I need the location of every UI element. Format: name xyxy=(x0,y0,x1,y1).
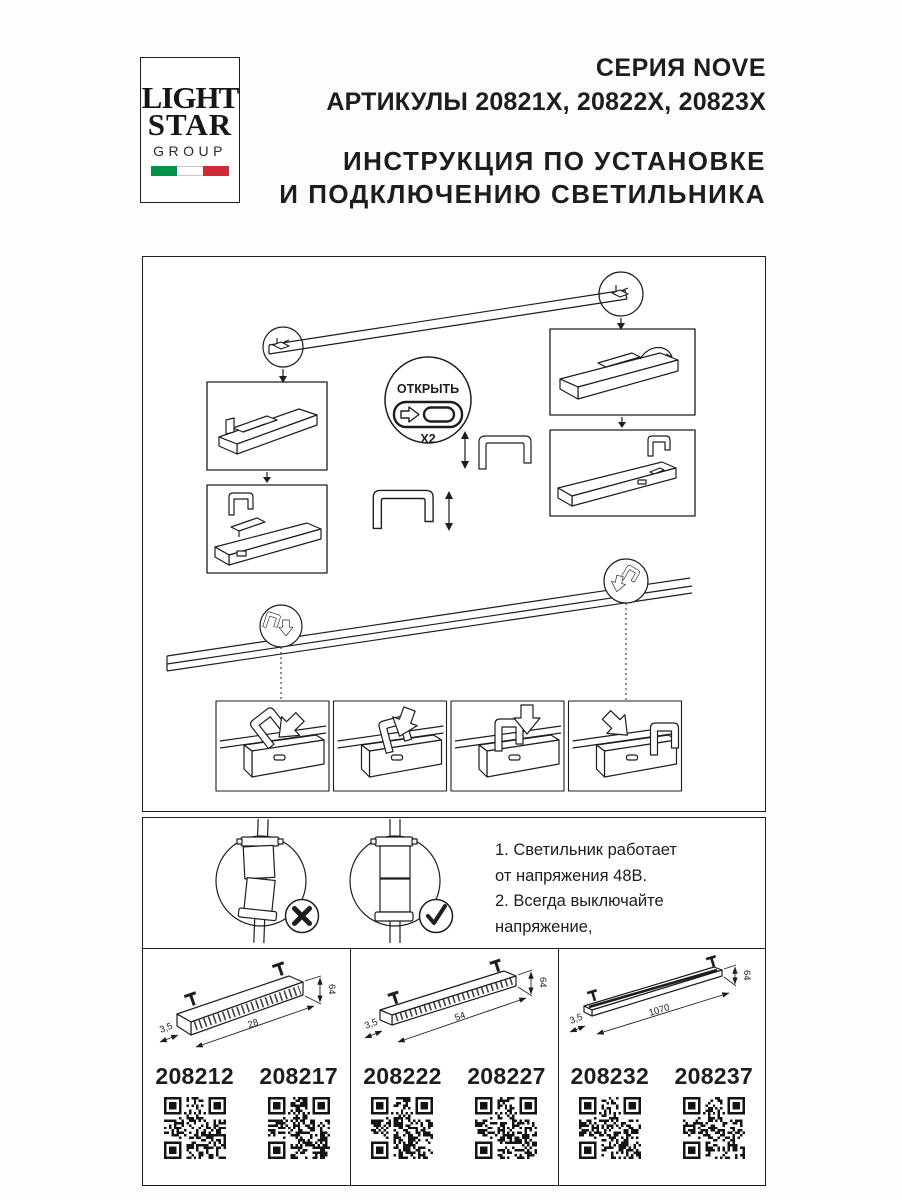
articles-row xyxy=(143,1063,350,1164)
articles-row xyxy=(559,1063,765,1164)
alignment-diagrams xyxy=(143,818,483,947)
detail-box-left-1 xyxy=(207,382,327,470)
article-item xyxy=(670,1063,758,1164)
article-item xyxy=(462,1063,550,1164)
flag-red xyxy=(203,166,229,176)
qr-code xyxy=(579,1097,641,1159)
italian-flag xyxy=(151,166,229,176)
qr-code xyxy=(268,1097,330,1159)
dim-length: 28 xyxy=(246,1016,260,1031)
step-box-4 xyxy=(569,701,682,791)
logo-word-group: GROUP xyxy=(153,143,227,160)
dim-depth: 3,5 xyxy=(363,1016,380,1032)
product-drawing-1070 xyxy=(564,954,760,1062)
header-titles xyxy=(279,54,766,210)
articles-line: АРТИКУЛЫ 20821X, 20822X, 20823X xyxy=(326,88,766,116)
alignment-wrong xyxy=(216,819,319,943)
dim-length: 54 xyxy=(453,1009,468,1024)
product-drawing-28 xyxy=(149,954,345,1062)
qr-code xyxy=(164,1097,226,1159)
article-item xyxy=(151,1063,239,1164)
dim-depth: 3,5 xyxy=(157,1020,175,1036)
latch-oval-icon xyxy=(424,408,454,422)
clip-profile-b xyxy=(373,490,453,531)
qr-code xyxy=(371,1097,433,1159)
note-line-1: 1. Светильник работает xyxy=(495,841,677,859)
rail-circle-right xyxy=(604,559,648,603)
installation-diagram-frame xyxy=(142,256,766,812)
logo-word-light: LIGHT xyxy=(141,79,239,115)
arrow-left-down xyxy=(279,369,287,383)
detail-box-left-2 xyxy=(207,485,327,573)
check-icon xyxy=(420,900,453,933)
step-box-2 xyxy=(334,701,447,791)
product-panel-1 xyxy=(143,949,350,1185)
dim-height: 64 xyxy=(537,977,549,988)
notes-frame xyxy=(142,817,766,949)
rail-circle-left xyxy=(260,605,302,647)
mount-clip-icon xyxy=(272,961,288,977)
cross-icon xyxy=(286,900,319,933)
product-drawing-54 xyxy=(356,954,552,1062)
open-badge xyxy=(385,357,471,446)
note-line-2: от напряжения 48В. xyxy=(495,866,648,885)
article-number: 208232 xyxy=(570,1063,650,1089)
flag-green xyxy=(151,166,177,176)
alignment-right xyxy=(350,819,453,943)
product-panels xyxy=(142,948,766,1186)
dim-length: 1070 xyxy=(647,1002,671,1019)
arrow-right-down xyxy=(617,318,625,330)
step-box-3 xyxy=(451,701,564,791)
mount-clip-icon xyxy=(706,955,719,968)
series-title: СЕРИЯ NOVE xyxy=(595,54,766,82)
article-item xyxy=(358,1063,446,1164)
product-panel-2 xyxy=(350,949,557,1185)
notes-text xyxy=(495,838,765,966)
article-number: 208227 xyxy=(467,1063,546,1089)
instruction-line-2: И ПОДКЛЮЧЕНИЮ СВЕТИЛЬНИКА xyxy=(279,178,766,209)
article-number: 208217 xyxy=(259,1063,338,1089)
note-line-3: 2. Всегда выключайте напряжение, xyxy=(495,892,664,936)
dim-height: 64 xyxy=(740,970,752,981)
dim-height: 64 xyxy=(325,984,337,995)
article-item xyxy=(566,1063,654,1164)
arrow-right-boxes xyxy=(618,417,626,428)
instruction-title xyxy=(279,145,766,210)
logo-word-star: STAR xyxy=(147,107,233,142)
step-box-1 xyxy=(216,701,329,791)
instruction-line-1: ИНСТРУКЦИЯ ПО УСТАНОВКЕ xyxy=(342,146,766,176)
mount-clip-icon xyxy=(587,989,600,1002)
flag-white xyxy=(177,166,203,176)
mount-clip-icon xyxy=(388,991,402,1006)
open-count: X2 xyxy=(420,432,436,446)
article-number: 208222 xyxy=(363,1063,442,1089)
lightstar-logo xyxy=(140,57,240,203)
detail-box-right-1 xyxy=(550,329,695,415)
bar-end-circle-left xyxy=(263,327,303,367)
open-label: ОТКРЫТЬ xyxy=(396,382,460,396)
article-item xyxy=(255,1063,343,1164)
arrow-left-boxes xyxy=(263,472,271,483)
qr-code xyxy=(683,1097,745,1159)
dim-depth: 3,5 xyxy=(567,1011,585,1027)
product-panel-3 xyxy=(558,949,765,1185)
articles-row xyxy=(351,1063,557,1164)
installation-diagram xyxy=(143,257,764,810)
detail-box-right-2 xyxy=(550,430,695,516)
mount-clip-icon xyxy=(184,991,200,1007)
article-number: 208212 xyxy=(155,1063,234,1089)
bar-end-circle-right xyxy=(599,272,643,316)
qr-code xyxy=(475,1097,537,1159)
article-number: 208237 xyxy=(674,1063,754,1089)
clip-profile-a xyxy=(461,431,531,469)
